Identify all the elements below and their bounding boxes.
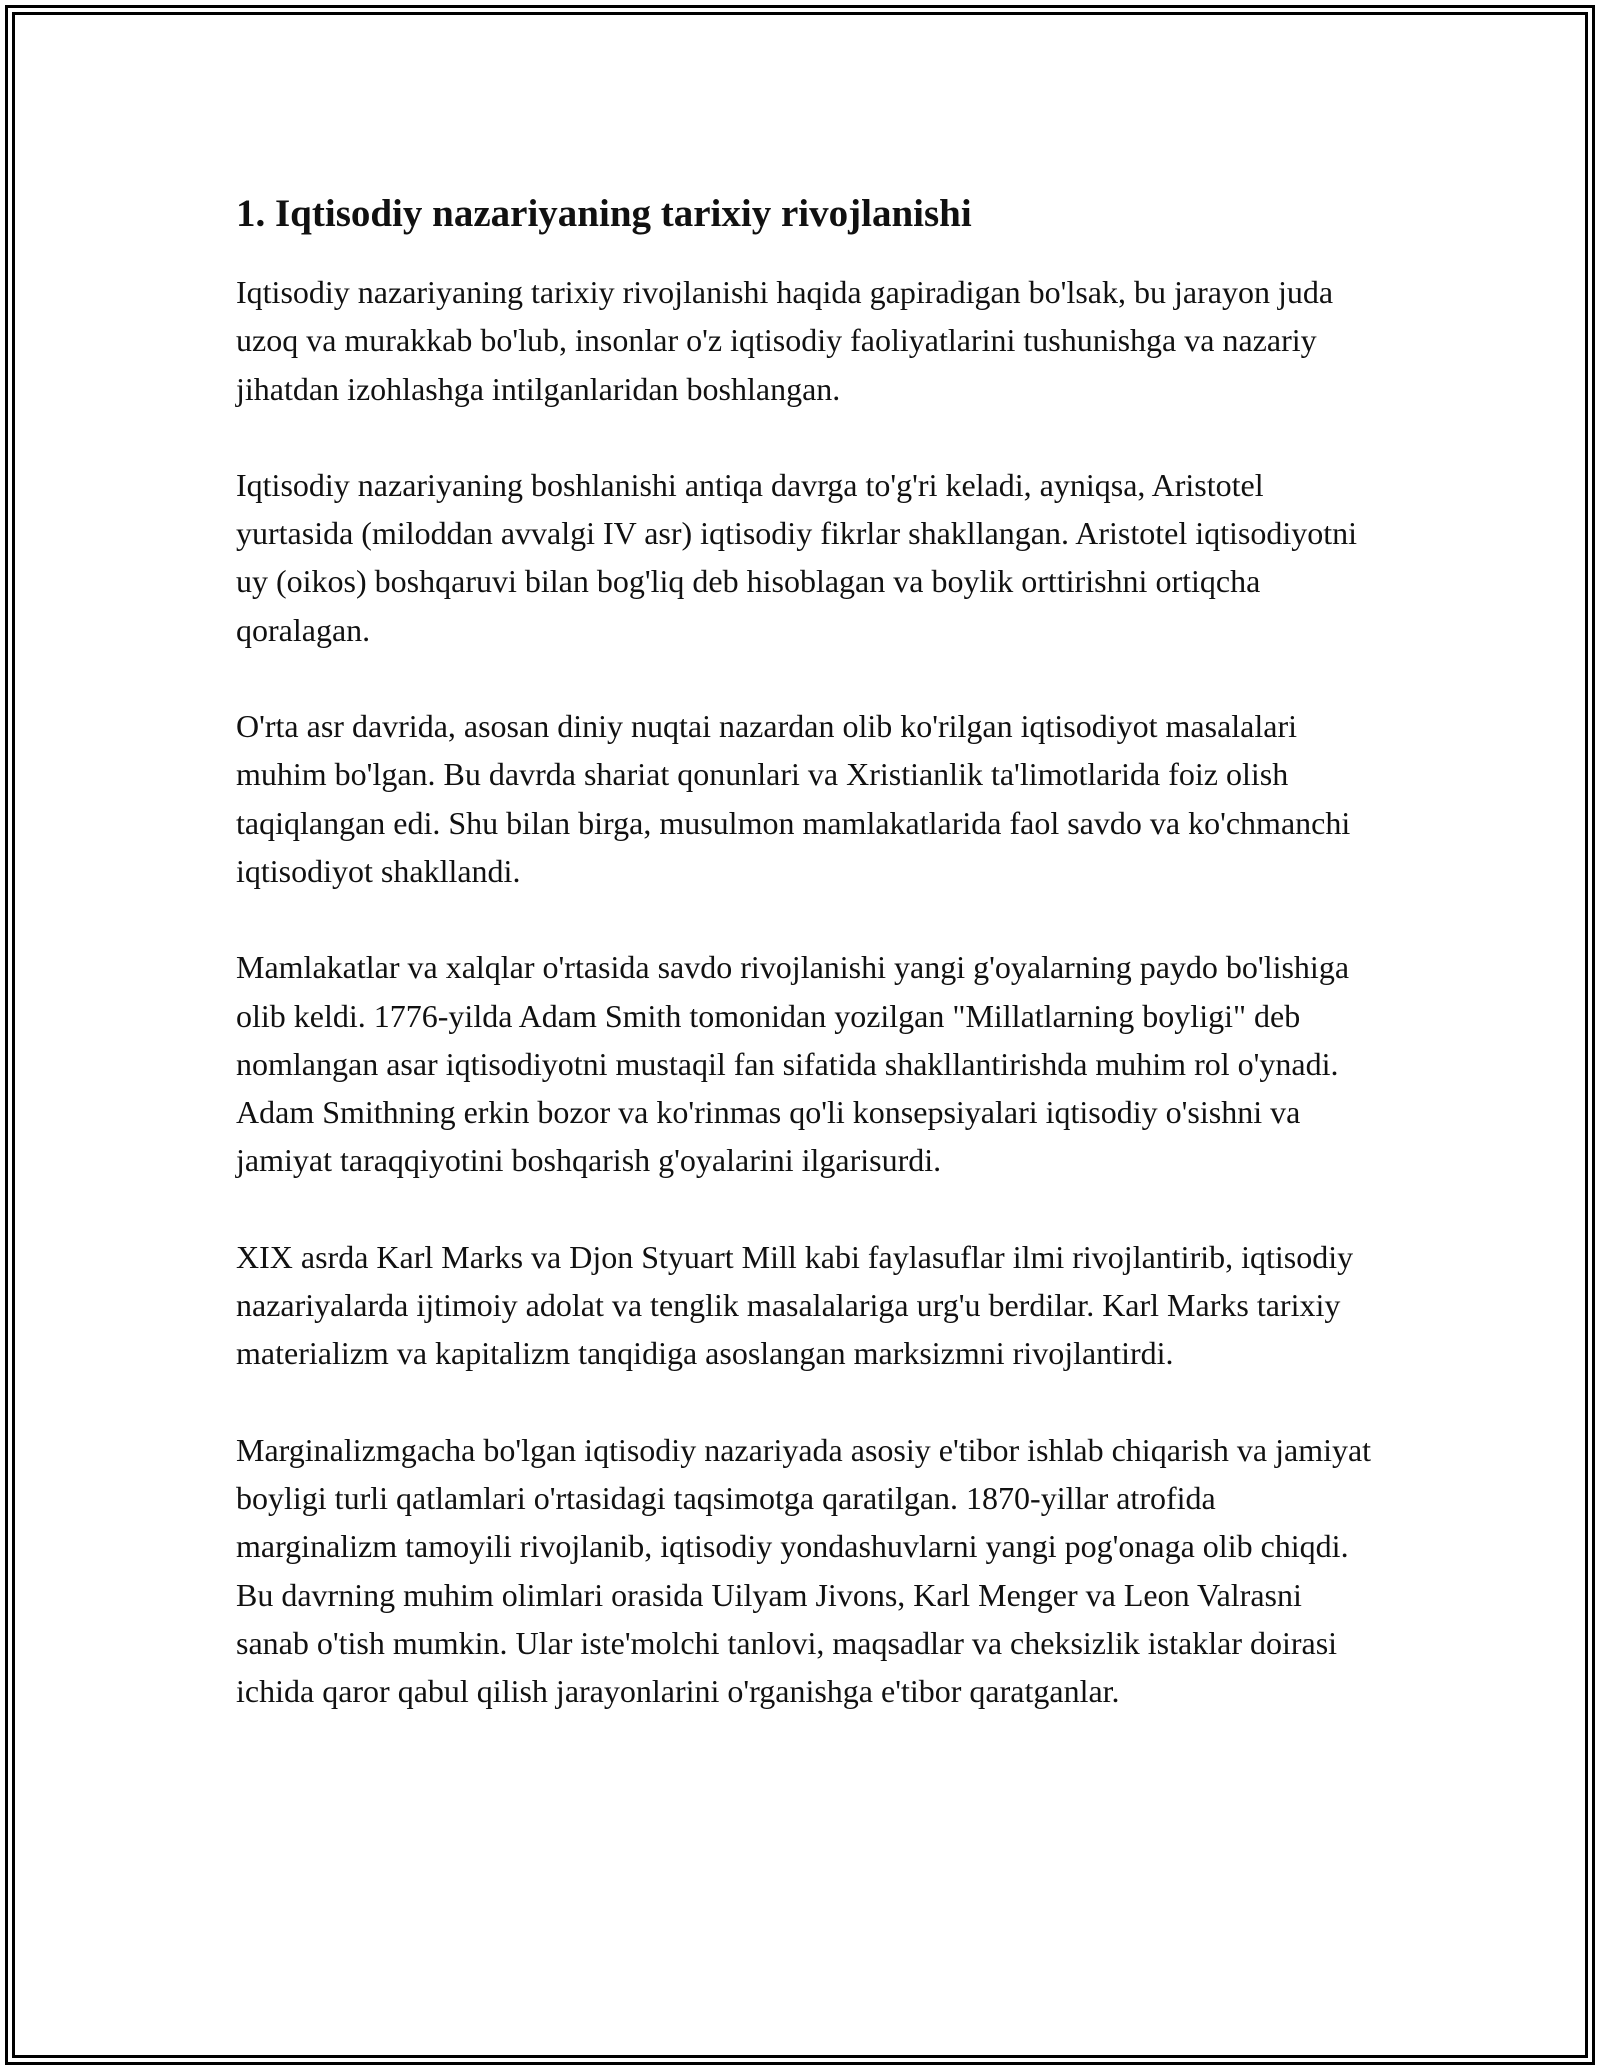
paragraph-marginalism: Marginalizmgacha bo'lgan iqtisodiy nazariyada asosiy e'tibor ishlab chiqarish va jamiyat boyligi turli qatlamlari o'rtasidagi taqsimotga qaratilgan. 1870-yillar atrofida marginalizm tamoyili rivojlanib, iqtisodiy yondashuvlarni yangi pog'onaga olib chiqdi. Bu davrning muhim olimlari orasida Uilyam Jivons, Karl Menger va Leon Valrasni sanab o'tish mumkin. Ular iste'molchi tanlovi, maqsadlar va cheksizlik istaklar doirasi ichida qaror qabul qilish jarayonlarini o'rganishga e'tibor qaratganlar. — [236, 1431, 1372, 1710]
document-body — [236, 186, 1376, 1763]
paragraph-nineteenth-century: XIX asrda Karl Marks va Djon Styuart Mill kabi faylasuflar ilmi rivojlantirib, iqtisodiy nazariyalarda ijtimoiy adolat va tenglik masalalariga urg'u berdilar. Karl Marks tarixiy materializm va kapitalizm tanqidiga asoslangan marksizmni rivojlantirdi. — [236, 1238, 1354, 1372]
paragraph-intro: Iqtisodiy nazariyaning tarixiy rivojlanishi haqida gapiradigan bo'lsak, bu jarayon juda uzoq va murakkab bo'lub, insonlar o'z iqtisodiy faoliyatlarini tushunishga va nazariy jihatdan izohlashga intilganlaridan boshlangan. — [236, 274, 1334, 407]
paragraph-adam-smith: Mamlakatlar va xalqlar o'rtasida savdo rivojlanishi yangi g'oyalarning paydo bo'lishiga olib keldi. 1776-yilda Adam Smith tomonidan yozilgan "Millatlarning boyligi" deb nomlangan asar iqtisodiyotni mustaqil fan sifatida shakllantirishda muhim rol o'ynadi. Adam Smithning erkin bozor va ko'rinmas qo'li konsepsiyalari iqtisodiy o'sishni va jamiyat taraqqiyotini boshqarish g'oyalarini ilgarisurdi. — [236, 949, 1350, 1179]
paragraph-antiquity: Iqtisodiy nazariyaning boshlanishi antiqa davrga to'g'ri keladi, ayniqsa, Aristotel yurtasida (miloddan avvalgi IV asr) iqtisodiy fikrlar shakllangan. Aristotel iqtisodiyotni uy (oikos) boshqaruvi bilan bog'liq deb hisoblagan va boylik orttirishni ortiqcha qoralagan. — [236, 466, 1357, 648]
paragraph-middle-ages: O'rta asr davrida, asosan diniy nuqtai nazardan olib ko'rilgan iqtisodiyot masalalari muhim bo'lgan. Bu davrda shariat qonunlari va Xristianlik ta'limotlarida foiz olish taqiqlangan edi. Shu bilan birga, musulmon mamlakatlarida faol savdo va ko'chmanchi iqtisodiyot shakllandi. — [236, 708, 1351, 889]
section-heading: 1. Iqtisodiy nazariyaning tarixiy rivojlanishi — [236, 192, 972, 235]
